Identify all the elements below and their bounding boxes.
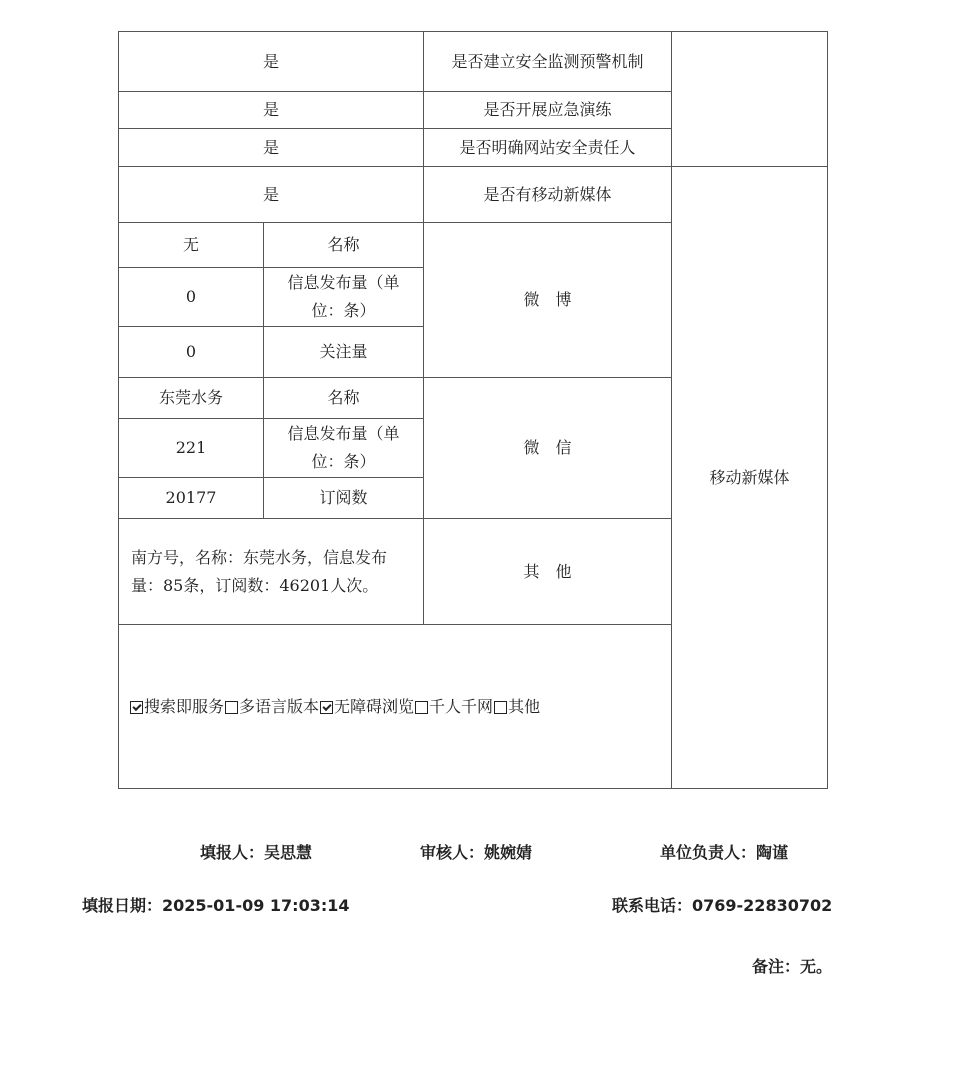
- option-personalized[interactable]: [414, 693, 493, 721]
- weibo-posts-label-text: 信息发布量（单位：条）: [287, 273, 400, 320]
- checkbox-accessibility[interactable]: [320, 701, 333, 714]
- contact-phone: 联系电话：0769-22830702: [612, 896, 833, 915]
- drill-label: 是否开展应急演练: [424, 92, 672, 129]
- weibo-followers-label: 关注量: [264, 327, 424, 378]
- option-multilingual-label: 多语言版本: [239, 696, 320, 716]
- has-media-label: 是否有移动新媒体: [424, 167, 672, 223]
- has-media-value: 是: [119, 167, 424, 223]
- weibo-name-label: 名称: [264, 223, 424, 268]
- filler: 填报人：吴思慧: [200, 843, 313, 862]
- reviewer: 审核人：姚婉婧: [420, 843, 533, 862]
- option-multilingual[interactable]: [224, 693, 319, 721]
- option-accessibility-label: 无障碍浏览: [334, 696, 415, 716]
- report-date: 填报日期：2025-01-09 17:03:14: [82, 896, 350, 915]
- option-search-service[interactable]: [129, 693, 224, 721]
- weibo-posts-label: [264, 268, 424, 327]
- security-section-cell: [672, 32, 828, 167]
- monitoring-label: [424, 32, 672, 92]
- option-other-label: 其他: [508, 696, 541, 716]
- weibo-posts-value: 0: [119, 268, 264, 327]
- other-label: 其 他: [424, 519, 672, 625]
- wechat-posts-label-text: 信息发布量（单位：条）: [287, 424, 400, 471]
- drill-value: 是: [119, 92, 424, 129]
- wechat-posts-label: [264, 419, 424, 478]
- option-accessibility[interactable]: [319, 693, 414, 721]
- weibo-followers-value: 0: [119, 327, 264, 378]
- wechat-posts-value: 221: [119, 419, 264, 478]
- option-other[interactable]: [493, 693, 540, 721]
- responsible-label: 是否明确网站安全责任人: [424, 129, 672, 167]
- option-personalized-label: 千人千网: [429, 696, 494, 716]
- checkbox-other[interactable]: [494, 701, 507, 714]
- monitoring-label-text: 是否建立安全监测预警机制: [451, 51, 644, 71]
- mobile-media-section: 移动新媒体: [672, 167, 828, 789]
- monitoring-value: 是: [119, 32, 424, 92]
- remark: 备注：无。: [752, 957, 833, 976]
- checkbox-multilingual[interactable]: [225, 701, 238, 714]
- unit-head: 单位负责人：陶谨: [660, 843, 789, 862]
- wechat-name-value: 东莞水务: [119, 378, 264, 419]
- weibo-label: 微 博: [424, 223, 672, 378]
- checkbox-search-service[interactable]: [130, 701, 143, 714]
- responsible-value: 是: [119, 129, 424, 167]
- wechat-name-label: 名称: [264, 378, 424, 419]
- other-value: [119, 519, 424, 625]
- wechat-subscribers-value: 20177: [119, 478, 264, 519]
- weibo-name-value: 无: [119, 223, 264, 268]
- other-value-text: 南方号，名称：东莞水务，信息发布量：85条，订阅数：46201人次。: [131, 547, 388, 595]
- checkbox-personalized[interactable]: [415, 701, 428, 714]
- wechat-label: 微 信: [424, 378, 672, 519]
- innovation-options: [119, 625, 672, 789]
- wechat-subscribers-label: 订阅数: [264, 478, 424, 519]
- option-search-service-label: 搜索即服务: [144, 696, 225, 716]
- statistics-table: [118, 31, 828, 789]
